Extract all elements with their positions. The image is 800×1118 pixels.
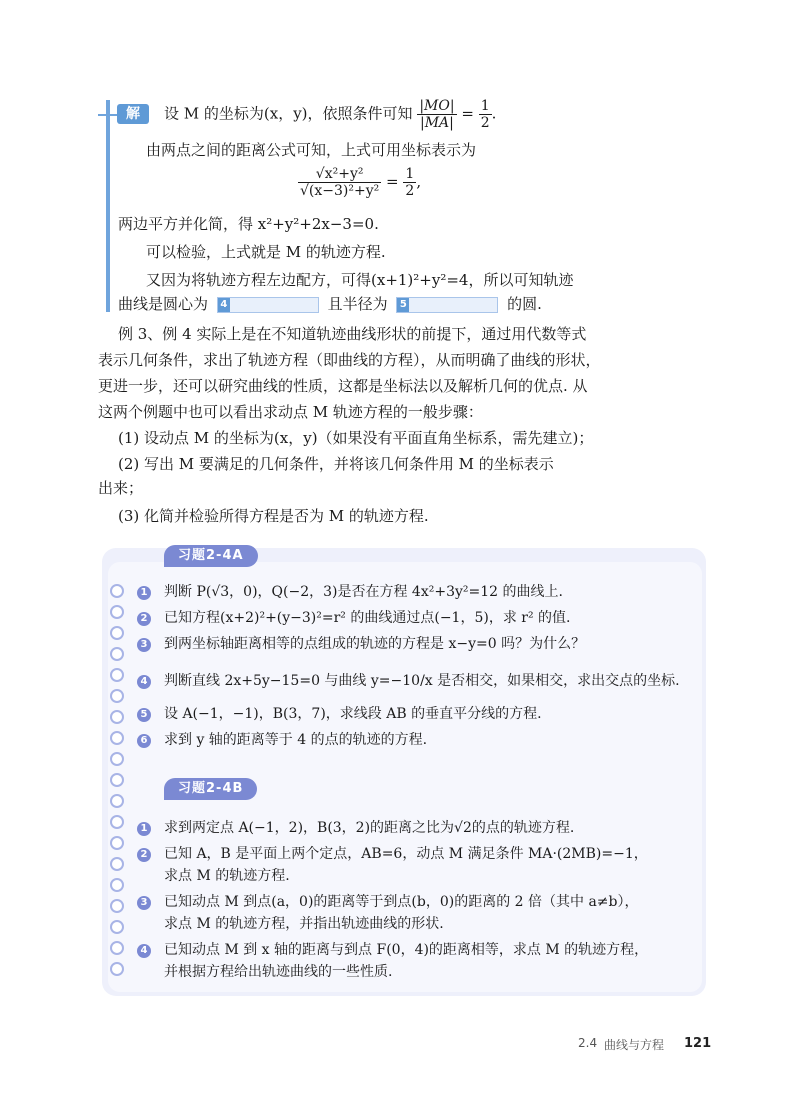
solution-marker-line xyxy=(98,114,118,116)
solution-line-5: 可以检验，上式就是 M 的轨迹方程. xyxy=(146,243,386,261)
exercise-b-number-4: 4 xyxy=(137,944,151,958)
binder-ring xyxy=(110,794,124,808)
exercise-a-number-1: 1 xyxy=(137,586,151,600)
exercise-b-item-3: 已知动点 M 到点(a，0)的距离等于到点(b，0)的距离的 2 倍（其中 a≠b）， xyxy=(164,894,639,910)
binder-ring xyxy=(110,605,124,619)
exercise-a-tag: 习题2-4A xyxy=(164,545,258,567)
exercise-a-item-2: 已知方程(x+2)²+(y−3)²=r² 的曲线通过点(−1，5)，求 r² 的值. xyxy=(164,610,571,626)
binder-ring xyxy=(110,899,124,913)
solution-line-7: 曲线是圆心为 4 且半径为 5 的圆. xyxy=(118,295,542,313)
step-3: (3) 化简并检验所得方程是否为 M 的轨迹方程. xyxy=(118,507,429,525)
exercise-b-item-2: 已知 A，B 是平面上两个定点，AB=6，动点 M 满足条件 MA·(2MB)=−1， xyxy=(164,846,648,862)
exercise-b-number-1: 1 xyxy=(137,822,151,836)
binder-ring xyxy=(110,878,124,892)
solution-margin-bar xyxy=(106,100,110,312)
exercise-a-item-3: 到两坐标轴距离相等的点组成的轨迹的方程是 x−y=0 吗？为什么？ xyxy=(164,636,586,652)
body-para-line-1: 例 3、例 4 实际上是在不知道轨迹曲线形状的前提下，通过用代数等式 xyxy=(118,325,587,343)
binder-ring xyxy=(110,668,124,682)
binder-ring xyxy=(110,815,124,829)
exercise-b-number-3: 3 xyxy=(137,896,151,910)
binder-ring xyxy=(110,920,124,934)
exercise-b-item-1: 求到两定点 A(−1，2)，B(3，2)的距离之比为√2的点的轨迹方程. xyxy=(164,820,575,836)
binder-ring xyxy=(110,731,124,745)
answer-blank-5[interactable]: 5 xyxy=(396,297,498,313)
step-1: (1) 设动点 M 的坐标为(x，y)（如果没有平面直角坐标系，需先建立)； xyxy=(118,429,594,447)
solution-line-3-formula: $\frac{\text{√x²+y²}}{\text{√(x−3)²+y²}}$ = $\frac{1}{2}$ , xyxy=(300,166,422,199)
footer-section-number: 2.4 xyxy=(578,1036,598,1050)
page-number: 121 xyxy=(684,1036,712,1051)
solution-line-1: 设 M 的坐标为(x，y)，依照条件可知 $\frac{|MO|}{|MA|}$ = $\frac{1}{2}$ . xyxy=(164,98,497,131)
exercise-b-item-2-cont: 求点 M 的轨迹方程. xyxy=(164,868,290,884)
binder-ring xyxy=(110,962,124,976)
answer-blank-4[interactable]: 4 xyxy=(217,297,319,313)
exercise-b-item-4: 已知动点 M 到 x 轴的距离与到点 F(0，4)的距离相等，求点 M 的轨迹方程， xyxy=(164,942,649,958)
binder-ring xyxy=(110,773,124,787)
binder-ring xyxy=(110,752,124,766)
solution-badge: 解 xyxy=(117,104,149,124)
exercise-a-number-6: 6 xyxy=(137,734,151,748)
binder-ring xyxy=(110,941,124,955)
binder-ring xyxy=(110,647,124,661)
solution-line-6: 又因为将轨迹方程左边配方，可得(x+1)²+y²=4，所以可知轨迹 xyxy=(146,271,574,289)
exercise-a-number-2: 2 xyxy=(137,612,151,626)
step-2: (2) 写出 M 要满足的几何条件，并将该几何条件用 M 的坐标表示 xyxy=(118,455,554,473)
exercise-a-item-1: 判断 P(√3，0)，Q(−2，3)是否在方程 4x²+3y²=12 的曲线上. xyxy=(164,584,563,600)
binder-ring xyxy=(110,689,124,703)
exercise-b-item-3-cont: 求点 M 的轨迹方程，并指出轨迹曲线的形状. xyxy=(164,916,444,932)
exercise-a-number-4: 4 xyxy=(137,675,151,689)
exercise-a-number-3: 3 xyxy=(137,638,151,652)
binder-ring xyxy=(110,626,124,640)
body-para-line-3: 更进一步，还可以研究曲线的性质，这都是坐标法以及解析几何的优点. 从 xyxy=(98,377,588,395)
solution-line-2: 由两点之间的距离公式可知，上式可用坐标表示为 xyxy=(146,141,477,159)
exercise-a-number-5: 5 xyxy=(137,708,151,722)
binder-ring xyxy=(110,710,124,724)
binder-ring xyxy=(110,857,124,871)
solution-line-4: 两边平方并化简，得 x²+y²+2x−3=0. xyxy=(118,215,379,233)
binder-ring xyxy=(110,584,124,598)
step-2-cont: 出来； xyxy=(98,479,144,497)
body-para-line-4: 这两个例题中也可以看出求动点 M 轨迹方程的一般步骤： xyxy=(98,403,483,421)
exercise-b-number-2: 2 xyxy=(137,848,151,862)
binder-ring xyxy=(110,836,124,850)
exercise-b-tag: 习题2-4B xyxy=(164,778,257,800)
body-para-line-2: 表示几何条件，求出了轨迹方程（即曲线的方程），从而明确了曲线的形状， xyxy=(98,351,601,369)
exercise-a-item-6: 求到 y 轴的距离等于 4 的点的轨迹的方程. xyxy=(164,732,428,748)
exercise-a-item-5: 设 A(−1，−1)，B(3，7)，求线段 AB 的垂直平分线的方程. xyxy=(164,706,542,722)
exercise-b-item-4-cont: 并根据方程给出轨迹曲线的一些性质. xyxy=(164,964,393,980)
footer-section-title: 曲线与方程 xyxy=(604,1038,665,1052)
exercise-a-item-4: 判断直线 2x+5y−15=0 与曲线 y=−10/x 是否相交，如果相交，求出交点的坐标. xyxy=(164,673,680,689)
